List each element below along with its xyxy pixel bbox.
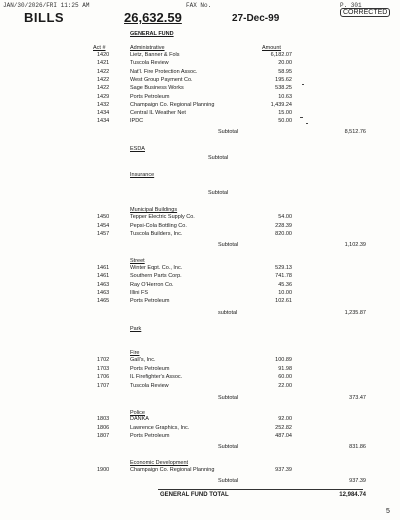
corrected-stamp: CORRECTED	[340, 8, 390, 17]
bill-amount: 91.98	[278, 365, 292, 372]
section-title: Municipal Buildings	[130, 207, 178, 213]
bill-vendor: DANKA	[130, 416, 149, 422]
subtotal-label: Subtotal	[218, 444, 239, 450]
bill-amount: 50.00	[278, 118, 292, 125]
bill-amount: 60.00	[278, 374, 292, 380]
bill-act-number: 1457	[97, 231, 110, 237]
bill-vendor: West Group Payment Co.	[130, 76, 193, 83]
bill-vendor: Tepper Electric Supply Co.	[130, 214, 195, 220]
bill-act-number: 1422	[97, 85, 110, 92]
bill-act-number: 1461	[97, 273, 110, 280]
bill-amount: 538.25	[275, 85, 292, 92]
bill-vendor: Tuscola Review	[130, 382, 169, 389]
act-column-header: Act #	[93, 45, 106, 51]
bill-vendor: Southern Parts Corp.	[130, 273, 182, 280]
subtotal-value: 1,102.39	[344, 242, 366, 248]
bill-vendor: Ports Petroleum	[130, 298, 170, 305]
bill-act-number: 1803	[97, 416, 110, 422]
fax-header-page: P. 301	[340, 2, 362, 9]
subtotal-label: Subtotal	[208, 190, 229, 196]
bill-vendor: Sage Business Works	[130, 85, 184, 92]
bill-act-number: 1434	[97, 110, 110, 117]
bill-vendor: Pepsi-Cola Bottling Co.	[130, 222, 187, 229]
subtotal-value: 373.47	[349, 395, 366, 401]
document-date: 27-Dec-99	[232, 13, 280, 24]
bill-amount: 102.61	[275, 298, 292, 305]
bill-amount: 22.00	[278, 382, 292, 389]
bill-act-number: 1450	[97, 214, 110, 220]
bill-amount: 10.63	[278, 93, 292, 100]
section-title: Street	[130, 258, 145, 264]
bill-act-number: 1422	[97, 68, 110, 75]
bill-amount: 58.95	[278, 68, 292, 75]
bill-vendor: Central IL Weather Net	[130, 110, 186, 117]
document-title: BILLS	[24, 10, 65, 25]
bill-act-number: 1454	[97, 222, 110, 229]
bill-amount: 20.00	[278, 60, 292, 67]
subtotal-value: 831.86	[349, 444, 366, 450]
bill-amount: 54.00	[278, 214, 292, 220]
subtotal-value: 1,235.87	[344, 310, 366, 316]
bill-act-number: 1463	[97, 289, 110, 296]
bill-amount: 6,182.07	[270, 52, 292, 58]
bill-amount: 10.00	[278, 289, 292, 296]
bill-act-number: 1706	[97, 374, 110, 380]
bill-amount: 487.04	[275, 433, 292, 439]
bill-amount: 15.00	[278, 110, 292, 117]
bill-act-number: 1703	[97, 365, 110, 372]
subtotal-label: Subtotal	[218, 129, 239, 135]
bill-amount: 937.39	[275, 467, 292, 473]
bill-amount: 820.00	[275, 231, 292, 237]
bill-act-number: 1422	[97, 76, 110, 83]
bill-amount: 195.62	[275, 76, 292, 83]
bill-vendor: Illini FS	[130, 289, 149, 296]
grand-total-value: 12,984.74	[339, 492, 366, 498]
subtotal-value: 8,512.76	[344, 129, 366, 135]
scan-speck	[306, 123, 308, 124]
bill-vendor: Tuscola Review	[130, 60, 169, 67]
bill-act-number: 1429	[97, 93, 110, 100]
subtotal-label: Subtotal	[218, 478, 239, 484]
subtotal-label: Subtotal	[218, 395, 239, 401]
bill-act-number: 1465	[97, 298, 110, 305]
bill-vendor: Ports Petroleum	[130, 93, 170, 100]
bill-act-number: 1420	[97, 52, 110, 58]
bill-vendor: Champaign Co. Regional Planning	[130, 467, 215, 473]
bill-vendor: Ports Petroleum	[130, 433, 170, 439]
bill-vendor: Nat'l. Fire Protection Assoc.	[130, 68, 198, 75]
bill-vendor: Winter Eqpt. Co., Inc.	[130, 265, 183, 271]
total-rule	[158, 489, 363, 490]
bill-vendor: IPDC	[130, 118, 144, 125]
fund-title: GENERAL FUND	[130, 31, 174, 37]
bill-vendor: IL Firefighter's Assoc.	[130, 374, 183, 380]
bill-amount: 100.89	[275, 357, 292, 363]
bill-vendor: Tuscola Builders, Inc.	[130, 231, 183, 237]
bill-act-number: 1702	[97, 357, 110, 363]
subtotal-value: 937.39	[349, 478, 366, 484]
bill-vendor: Lawrence Graphics, Inc.	[130, 424, 190, 431]
bill-amount: 92.00	[278, 416, 292, 422]
bill-amount: 529.13	[275, 265, 292, 271]
bill-act-number: 1421	[97, 60, 110, 67]
bill-amount: 741.78	[275, 273, 292, 280]
subtotal-label: Subtotal	[208, 155, 229, 161]
bill-vendor: Gall's, Inc.	[130, 357, 156, 363]
bill-amount: 45.36	[278, 281, 292, 288]
section-title: Park	[130, 326, 142, 332]
fax-header-number: FAX No.	[186, 2, 212, 9]
bill-act-number: 1806	[97, 424, 110, 431]
bill-act-number: 1900	[97, 467, 110, 473]
bill-act-number: 1707	[97, 382, 110, 389]
section-title: Police	[130, 410, 145, 416]
bill-amount: 228.39	[275, 222, 292, 229]
scan-speck	[300, 117, 303, 118]
bill-act-number: 1807	[97, 433, 110, 439]
subtotal-label: subtotal	[218, 310, 238, 316]
bill-vendor: Ports Petroleum	[130, 365, 170, 372]
bills-total: 26,632.59	[124, 10, 182, 25]
bill-act-number: 1432	[97, 101, 110, 108]
bill-act-number: 1463	[97, 281, 110, 288]
section-title: Administrative	[130, 45, 165, 51]
bill-amount: 252.82	[275, 424, 292, 431]
section-title: Economic Development	[130, 460, 189, 466]
page-number: 5	[386, 508, 390, 515]
bill-act-number: 1434	[97, 118, 110, 125]
grand-total-label: GENERAL FUND TOTAL	[160, 492, 229, 498]
bill-amount: 1,439.24	[270, 101, 292, 108]
scan-speck	[302, 84, 304, 85]
amount-column-header: Amount	[262, 45, 281, 51]
subtotal-label: Subtotal	[218, 242, 239, 248]
bill-vendor: Champaign Co. Regional Planning	[130, 101, 215, 108]
section-title: Fire	[130, 350, 140, 356]
fax-header-timestamp: JAN/30/2026/FRI 11:25 AM	[3, 2, 90, 9]
bill-vendor: Lietz, Banner & Fols	[130, 52, 180, 58]
bill-vendor: Ray O'Herron Co.	[130, 281, 174, 288]
section-title: ESDA	[130, 146, 145, 152]
section-title: Insurance	[130, 172, 155, 178]
bill-act-number: 1461	[97, 265, 110, 271]
